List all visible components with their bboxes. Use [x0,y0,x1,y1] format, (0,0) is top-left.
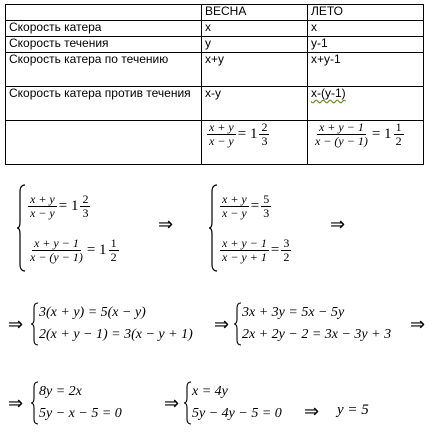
left-brace-icon [30,302,39,346]
system-6 [183,381,282,430]
equals-part: = [250,197,260,214]
spring-ratio [205,119,271,148]
table-row [6,37,424,53]
implies-arrow: ⇒ [8,314,24,335]
equation-2: 5y − 4y − 5 = 0 [192,406,282,421]
equation-1 [218,193,293,220]
equation-2 [218,237,293,264]
system-5 [30,381,122,430]
data-table [5,4,424,165]
header-cell [6,5,202,21]
implies-arrow: ⇒ [304,401,320,422]
fraction-numerator: x + y [222,191,247,206]
table-ratio-row [6,121,424,165]
spring-cell: y [202,37,308,53]
equation-1: 3x + 3y = 5x − 5y [242,305,345,320]
spring-cell: x [202,21,308,37]
row-label: Скорость течения [6,37,202,53]
fraction-numerator: x + y − 1 [33,235,79,250]
header-cell-summer: ЛЕТО [308,5,424,21]
fraction-denominator: x − (y − 1) [315,134,368,148]
fraction-numerator: 1 [110,235,117,250]
equation-1: 3(x + y) = 5(x − y) [39,305,146,320]
left-brace-icon [16,184,26,272]
equation-2: 2x + 2y − 2 = 3x − 3y + 3 [242,327,392,342]
table-row [6,53,424,87]
equation-2: 5y − x − 5 = 0 [39,406,122,421]
fraction-denominator: x − y [209,134,234,148]
row-label: Скорость катера по течению [6,53,202,87]
equals-part: = [270,241,280,258]
fraction-numerator: 2 [261,120,268,134]
implies-arrow: ⇒ [410,314,426,335]
system-3 [30,302,193,351]
spring-cell: x-y [202,87,308,121]
summer-cell: y-1 [308,37,424,53]
row-label: Скорость катера [6,21,202,37]
fraction-numerator: x + y − 1 [318,120,364,134]
left-brace-icon [30,381,39,425]
fraction-denominator: 3 [82,205,89,220]
table-header-row [6,5,424,21]
summer-ratio [311,119,406,148]
fraction-numerator: x + y [209,120,234,134]
fraction-denominator: 3 [263,205,270,220]
summer-cell: x [308,21,424,37]
fraction-denominator: x − y [222,205,247,220]
equation-1: x = 4y [192,384,228,399]
fraction-denominator: 3 [261,134,268,148]
fraction-numerator: 2 [82,191,89,206]
system-4 [233,302,391,351]
spring-ratio-cell [202,121,308,165]
equation-1: 8y = 2x [39,384,82,399]
fraction-denominator: 2 [283,249,290,264]
fraction-numerator: x + y [30,191,55,206]
fraction-numerator: 1 [395,120,402,134]
row-label: Скорость катера против течения [6,87,202,121]
fraction-numerator: 3 [283,235,290,250]
fraction-numerator: 5 [263,191,270,206]
summer-cell: x-(y-1) [308,87,424,121]
implies-arrow: ⇒ [214,314,230,335]
equals-part: = 1 [371,126,392,142]
table-row [6,21,424,37]
summer-cell: x+y-1 [308,53,424,87]
implies-arrow: ⇒ [158,214,174,235]
spring-cell: x+y [202,53,308,87]
left-brace-icon [183,381,192,425]
fraction-denominator: 2 [395,134,402,148]
left-brace-icon [208,184,218,272]
equation-1 [26,193,121,220]
summer-ratio-cell [308,121,424,165]
equation-2 [26,237,121,264]
fraction-numerator: x + y − 1 [222,235,267,250]
fraction-denominator: x − y [30,205,55,220]
equation-2: 2(x + y − 1) = 3(x − y + 1) [39,327,193,342]
system-1 [16,184,121,277]
implies-arrow: ⇒ [8,393,24,414]
header-cell-spring: ВЕСНА [202,5,308,21]
equals-part: = 1 [86,241,107,258]
equals-part: = 1 [58,197,79,214]
empty-cell [6,121,202,165]
implies-arrow: ⇒ [164,393,180,414]
table-row [6,87,424,121]
fraction-denominator: 2 [110,249,117,264]
fraction-denominator: x − y + 1 [222,249,267,264]
system-2 [208,184,293,277]
implies-arrow: ⇒ [330,214,346,235]
final-answer: y = 5 [337,402,369,418]
left-brace-icon [233,302,242,346]
equals-part: = 1 [237,126,258,142]
fraction-denominator: x − (y − 1) [30,249,83,264]
